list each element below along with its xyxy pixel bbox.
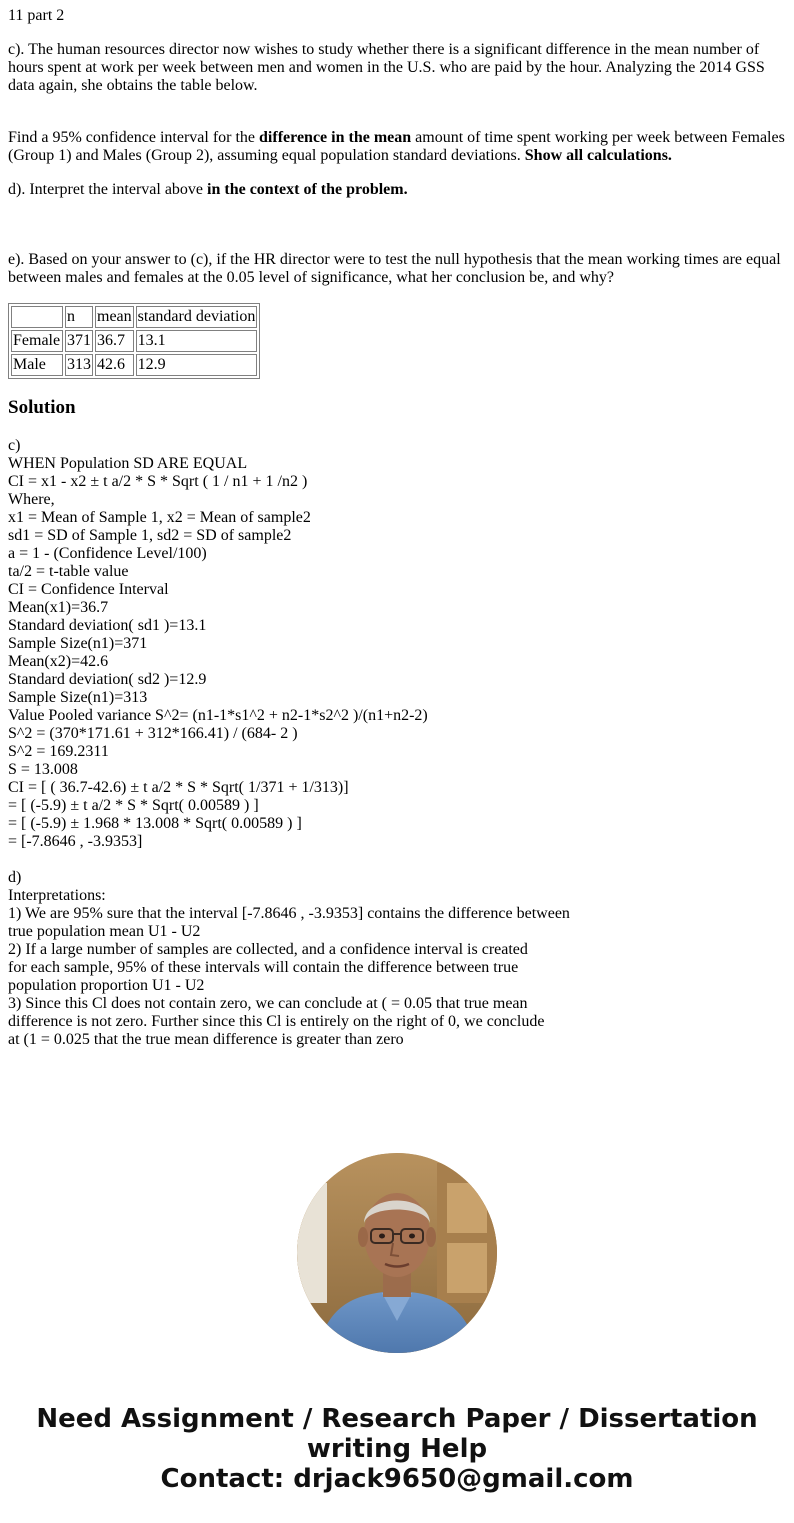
solution-line: Mean(x2)=42.6 [8, 653, 109, 670]
solution-heading: Solution [8, 397, 76, 418]
table-cell: 12.9 [136, 354, 258, 376]
find-line-1 [8, 129, 788, 147]
solution-line: WHEN Population SD ARE EQUAL [8, 455, 248, 472]
solution-line: a = 1 - (Confidence Level/100) [8, 545, 207, 562]
solution-line: Standard deviation( sd2 )=12.9 [8, 671, 207, 688]
avatar [297, 1153, 497, 1353]
solution-line: Standard deviation( sd1 )=13.1 [8, 617, 207, 634]
table-cell: 13.1 [136, 330, 258, 352]
part-c-line: hours spent at work per week between men and women in the U.S. who are paid by the hour. Analyzing the 2014 GSS [8, 59, 765, 76]
table-cell: Female [11, 330, 63, 352]
table-cell: 42.6 [95, 354, 134, 376]
solution-line: c) [8, 437, 21, 454]
solution-line: true population mean U1 - U2 [8, 923, 201, 940]
part-c-line: data again, she obtains the table below. [8, 77, 258, 94]
solution-part-c [8, 437, 788, 851]
footer-line: Need Assignment / Research Paper / Dissertation [36, 1404, 758, 1434]
question-title: 11 part 2 [8, 7, 65, 24]
document-body [8, 7, 788, 1049]
footer-line: writing Help [306, 1434, 488, 1464]
find-emphasis: difference in the mean [259, 129, 412, 146]
table-header-cell: n [65, 306, 93, 328]
find-text: amount of time spent working per week between Females [411, 129, 785, 146]
part-c-question [8, 41, 788, 95]
data-table [8, 303, 260, 379]
solution-line: CI = Confidence Interval [8, 581, 169, 598]
part-e-line: e). Based on your answer to (c), if the HR director were to test the null hypothesis that the mean working times are equal [8, 251, 781, 268]
table-header-row [11, 306, 257, 328]
table-cell: 313 [65, 354, 93, 376]
part-d-emphasis: in the context of the problem. [207, 181, 408, 198]
footer-banner [0, 1404, 794, 1494]
find-text: (Group 1) and Males (Group 2), assuming equal population standard deviations. [8, 147, 525, 164]
solution-part-d [8, 869, 788, 1049]
table-cell: Male [11, 354, 63, 376]
solution-line: d) [8, 869, 22, 886]
footer-contact: Contact: drjack9650@gmail.com [160, 1464, 634, 1494]
solution-line: S^2 = (370*171.61 + 312*166.41) / (684- 2 ) [8, 725, 298, 742]
tutor-portrait-icon [297, 1153, 497, 1353]
solution-line: at (1 = 0.025 that the true mean difference is greater than zero [8, 1031, 404, 1048]
table-header-cell: standard deviation [136, 306, 258, 328]
solution-line: Sample Size(n1)=313 [8, 689, 148, 706]
solution-line: CI = [ ( 36.7-42.6) ± t a/2 * S * Sqrt( 1/371 + 1/313)] [8, 779, 349, 796]
table-header-cell [11, 306, 63, 328]
find-interval-question [8, 129, 788, 165]
table-row [11, 330, 257, 352]
solution-line: for each sample, 95% of these intervals will contain the difference between true [8, 959, 519, 976]
solution-line: = [-7.8646 , -3.9353] [8, 833, 143, 850]
solution-line: sd1 = SD of Sample 1, sd2 = SD of sample2 [8, 527, 292, 544]
solution-line: ta/2 = t-table value [8, 563, 129, 580]
table-cell: 371 [65, 330, 93, 352]
part-e-question [8, 251, 788, 287]
solution-line: Where, [8, 491, 55, 508]
find-line-2 [8, 147, 788, 165]
solution-line: 1) We are 95% sure that the interval [-7.8646 , -3.9353] contains the difference between [8, 905, 570, 922]
solution-line: S^2 = 169.2311 [8, 743, 109, 760]
part-d-question [8, 181, 788, 199]
solution-line: Value Pooled variance S^2= (n1-1*s1^2 + n2-1*s2^2 )/(n1+n2-2) [8, 707, 428, 724]
find-emphasis: Show all calculations. [524, 147, 672, 164]
solution-line: population proportion U1 - U2 [8, 977, 205, 994]
table-header-cell: mean [95, 306, 134, 328]
solution-line: Interpretations: [8, 887, 106, 904]
find-text: Find a 95% confidence interval for the [8, 129, 260, 146]
part-e-line: between males and females at the 0.05 level of significance, what her conclusion be, and why? [8, 269, 614, 286]
table-cell: 36.7 [95, 330, 134, 352]
solution-line: Mean(x1)=36.7 [8, 599, 109, 616]
solution-line: difference is not zero. Further since this Cl is entirely on the right of 0, we conclude [8, 1013, 545, 1030]
solution-line: = [ (-5.9) ± t a/2 * S * Sqrt( 0.00589 ) ] [8, 797, 259, 814]
part-c-line: c). The human resources director now wishes to study whether there is a significant difference in the mean number of [8, 41, 760, 58]
solution-line: 3) Since this Cl does not contain zero, we can conclude at ( = 0.05 that true mean [8, 995, 528, 1012]
part-d-text: d). Interpret the interval above [8, 181, 208, 198]
spacer [8, 851, 788, 869]
solution-line: Sample Size(n1)=371 [8, 635, 148, 652]
solution-line: = [ (-5.9) ± 1.968 * 13.008 * Sqrt( 0.00589 ) ] [8, 815, 302, 832]
solution-line: CI = x1 - x2 ± t a/2 * S * Sqrt ( 1 / n1 + 1 /n2 ) [8, 473, 308, 490]
solution-line: S = 13.008 [8, 761, 78, 778]
table-row [11, 354, 257, 376]
solution-line: 2) If a large number of samples are collected, and a confidence interval is created [8, 941, 528, 958]
solution-line: x1 = Mean of Sample 1, x2 = Mean of sample2 [8, 509, 311, 526]
